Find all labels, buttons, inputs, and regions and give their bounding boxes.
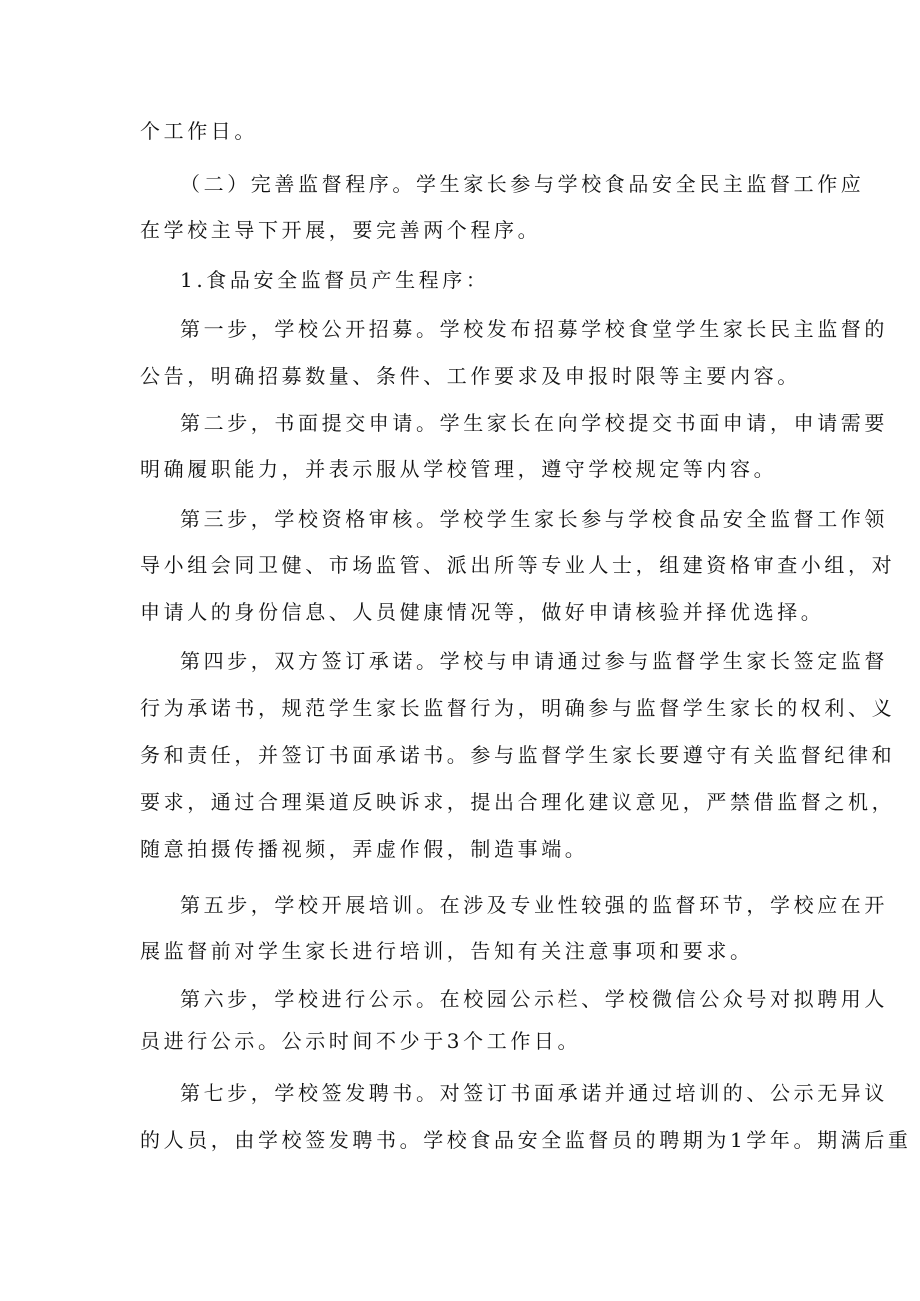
text-line-9: 第三步，学校资格审核。学校学生家长参与学校食品安全监督工作领 — [180, 507, 888, 531]
text-line-1: 个工作日。 — [140, 119, 258, 143]
text-line-10: 导小组会同卫健、市场监管、派出所等专业人士，组建资格审查小组，对 — [140, 553, 896, 577]
text-line-20: 员进行公示。公示时间不少于3个工作日。 — [140, 1029, 582, 1053]
text-line-19: 第六步，学校进行公示。在校园公示栏、学校微信公众号对拟聘用人 — [180, 987, 888, 1011]
text-line-5: 第一步，学校公开招募。学校发布招募学校食堂学生家长民主监督的 — [180, 317, 888, 341]
text-line-7: 第二步，书面提交申请。学生家长在向学校提交书面申请，申请需要 — [180, 411, 888, 435]
text-line-6: 公告，明确招募数量、条件、工作要求及申报时限等主要内容。 — [140, 364, 801, 388]
text-line-4: 1.食品安全监督员产生程序： — [180, 268, 490, 292]
text-line-11: 申请人的身份信息、人员健康情况等，做好申请核验并择优选择。 — [140, 600, 825, 624]
text-line-8: 明确履职能力，并表示服从学校管理，遵守学校规定等内容。 — [140, 457, 778, 481]
text-line-14: 务和责任，并签订书面承诺书。参与监督学生家长要遵守有关监督纪律和 — [140, 743, 896, 767]
text-line-17: 第五步，学校开展培训。在涉及专业性较强的监督环节，学校应在开 — [180, 893, 888, 917]
text-line-15: 要求，通过合理渠道反映诉求，提出合理化建议意见，严禁借监督之机， — [140, 790, 896, 814]
text-line-2: （二）完善监督程序。学生家长参与学校食品安全民主监督工作应 — [180, 172, 865, 196]
text-line-18: 展监督前对学生家长进行培训，告知有关注意事项和要求。 — [140, 939, 754, 963]
text-line-22: 的人员，由学校签发聘书。学校食品安全监督员的聘期为1学年。期满后重 — [140, 1128, 912, 1152]
text-line-21: 第七步，学校签发聘书。对签订书面承诺并通过培训的、公示无异议 — [180, 1081, 888, 1105]
text-line-12: 第四步，双方签订承诺。学校与申请通过参与监督学生家长签定监督 — [180, 649, 888, 673]
text-line-16: 随意拍摄传播视频，弄虚作假，制造事端。 — [140, 837, 589, 861]
text-line-3: 在学校主导下开展，要完善两个程序。 — [140, 218, 542, 242]
text-line-13: 行为承诺书，规范学生家长监督行为，明确参与监督学生家长的权利、义 — [140, 696, 896, 720]
